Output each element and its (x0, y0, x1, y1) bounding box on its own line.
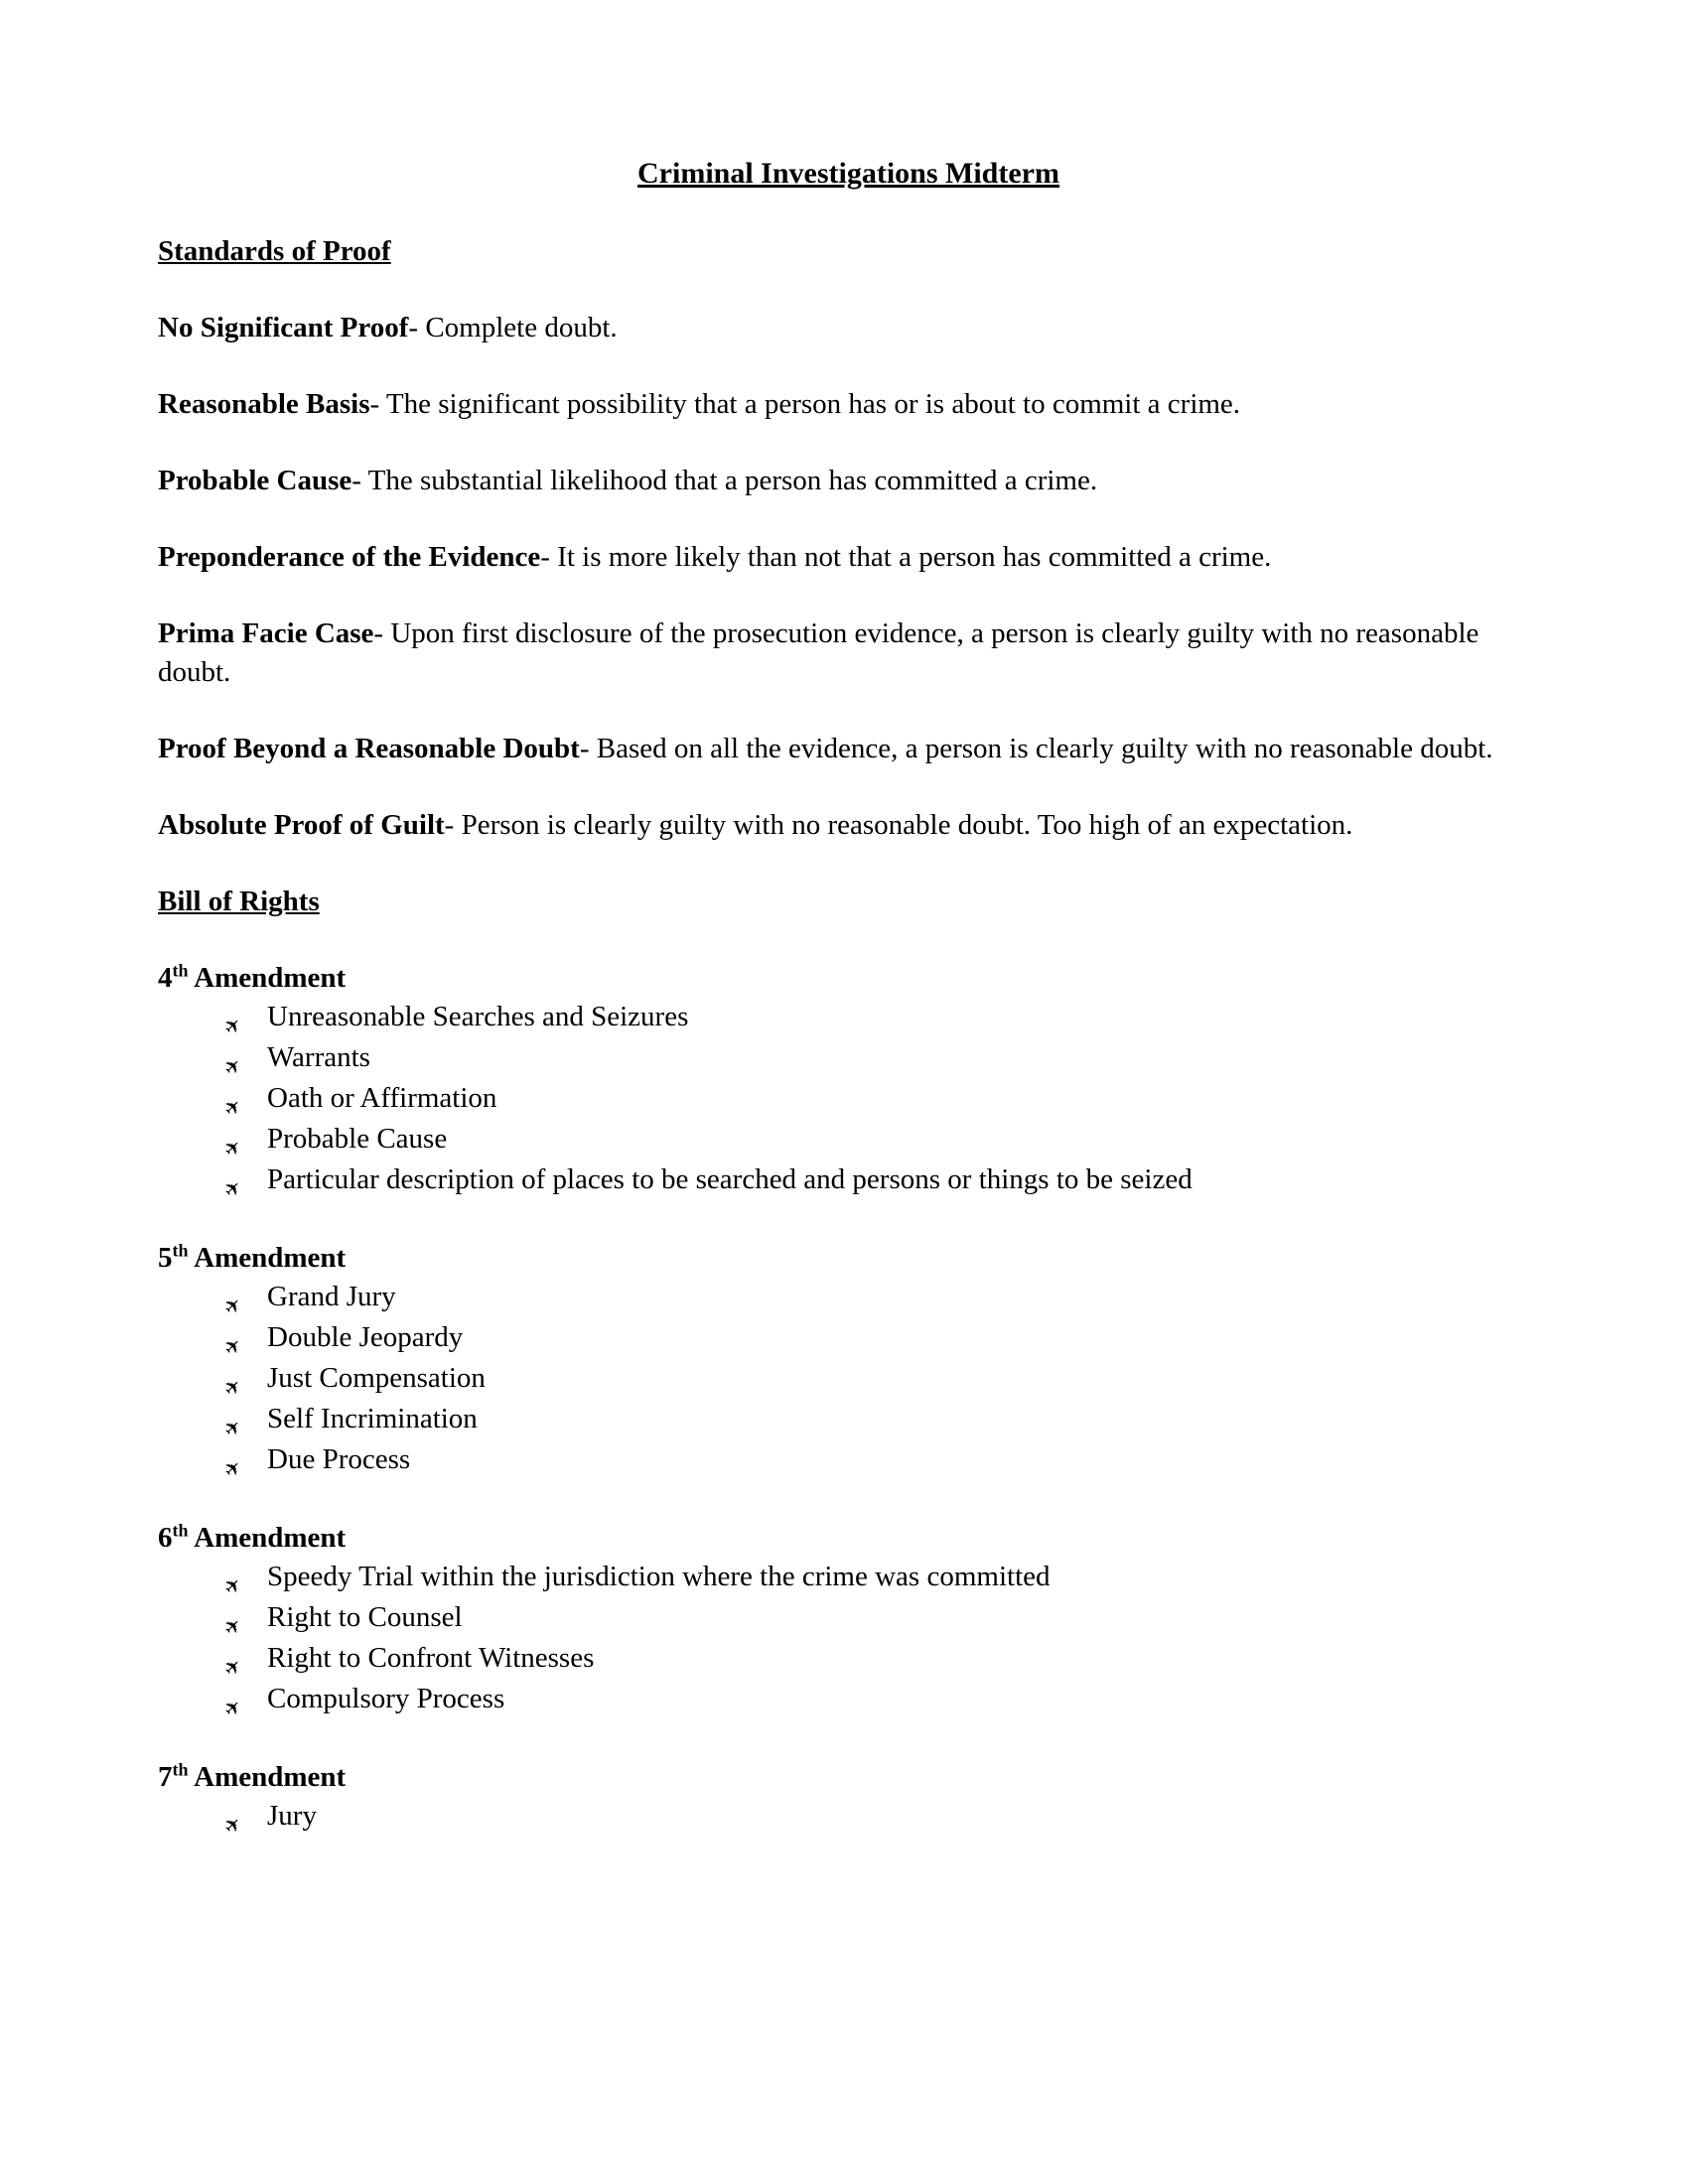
list-item-text: Speedy Trial within the jurisdiction where the crime was committed (267, 1561, 1051, 1592)
amendment-list-5th (158, 1278, 1539, 1481)
list-item-text: Warrants (267, 1041, 370, 1073)
definition-term: No Significant Proof (158, 312, 409, 343)
amendment-number: 6 (158, 1522, 173, 1554)
list-item-text: Compulsory Process (267, 1683, 505, 1714)
definition-text: - The substantial likelihood that a person has committed a crime. (352, 465, 1098, 496)
list-item-text: Probable Cause (267, 1123, 448, 1155)
list-item-text: Grand Jury (267, 1281, 396, 1312)
section-heading-standards-of-proof: Standards of Proof (158, 235, 391, 267)
amendment-list-6th (158, 1558, 1539, 1720)
plane-bullet-icon: ✈ (217, 1173, 247, 1203)
definition-text: - Person is clearly guilty with no reasonable doubt. Too high of an expectation. (444, 809, 1353, 841)
amendment-ordinal: th (172, 1240, 189, 1261)
list-item-text: Unreasonable Searches and Seizures (267, 1001, 689, 1032)
definition-paragraph (158, 309, 1539, 347)
amendment-heading-7th (158, 1758, 1539, 1797)
definition-term: Reasonable Basis (158, 388, 370, 420)
list-item (217, 1598, 1539, 1641)
list-item (217, 1797, 1539, 1840)
plane-bullet-icon: ✈ (217, 1291, 247, 1320)
definition-paragraph (158, 730, 1539, 768)
definition-paragraph (158, 538, 1539, 577)
definition-paragraph (158, 385, 1539, 424)
plane-bullet-icon: ✈ (217, 1611, 247, 1641)
definition-text: - The significant possibility that a person has or is about to commit a crime. (369, 388, 1241, 420)
amendment-label: Amendment (188, 1242, 347, 1274)
amendment-label: Amendment (188, 1522, 347, 1554)
list-item (217, 1440, 1539, 1483)
amendment-heading-5th (158, 1239, 1539, 1278)
definition-text: - Complete doubt. (408, 312, 618, 343)
amendment-list-7th (158, 1797, 1539, 1838)
amendment-number: 4 (158, 962, 173, 994)
list-item-text: Just Compensation (267, 1362, 486, 1394)
plane-bullet-icon: ✈ (217, 1331, 247, 1361)
list-item-text: Self Incrimination (267, 1403, 478, 1434)
plane-bullet-icon: ✈ (217, 1092, 247, 1122)
definition-term: Preponderance of the Evidence (158, 541, 541, 573)
section-heading-bill-of-rights: Bill of Rights (158, 886, 320, 917)
amendment-label: Amendment (188, 1761, 347, 1793)
plane-bullet-icon: ✈ (217, 1652, 247, 1682)
definition-term: Proof Beyond a Reasonable Doubt (158, 733, 580, 764)
list-item (217, 1680, 1539, 1722)
document-title: Criminal Investigations Midterm (637, 157, 1059, 190)
plane-bullet-icon: ✈ (217, 1810, 247, 1840)
plane-bullet-icon: ✈ (217, 1453, 247, 1483)
list-item-text: Particular description of places to be searched and persons or things to be seized (267, 1163, 1193, 1195)
amendment-number: 7 (158, 1761, 173, 1793)
list-item (217, 1278, 1539, 1320)
list-item (217, 1160, 1539, 1203)
definition-paragraph (158, 806, 1539, 845)
list-item (217, 1400, 1539, 1442)
list-item (217, 1359, 1539, 1402)
list-item-text: Right to Counsel (267, 1601, 463, 1633)
list-item-text: Oath or Affirmation (267, 1082, 497, 1114)
plane-bullet-icon: ✈ (217, 1413, 247, 1442)
definition-term: Absolute Proof of Guilt (158, 809, 445, 841)
list-item (217, 1558, 1539, 1600)
list-item (217, 1120, 1539, 1162)
list-item-text: Due Process (267, 1443, 411, 1475)
amendment-heading-6th (158, 1519, 1539, 1558)
list-item-text: Jury (267, 1800, 317, 1832)
list-item (217, 1038, 1539, 1081)
amendment-number: 5 (158, 1242, 173, 1274)
plane-bullet-icon: ✈ (217, 1133, 247, 1162)
amendment-ordinal: th (172, 1520, 189, 1541)
plane-bullet-icon: ✈ (217, 1051, 247, 1081)
definition-term: Probable Cause (158, 465, 352, 496)
plane-bullet-icon: ✈ (217, 1693, 247, 1722)
amendment-heading-4th (158, 959, 1539, 998)
plane-bullet-icon: ✈ (217, 1570, 247, 1600)
amendment-list-4th (158, 998, 1539, 1201)
list-item (217, 998, 1539, 1040)
list-item-text: Right to Confront Witnesses (267, 1642, 595, 1674)
amendment-ordinal: th (172, 960, 189, 981)
plane-bullet-icon: ✈ (217, 1011, 247, 1040)
amendment-ordinal: th (172, 1759, 189, 1780)
plane-bullet-icon: ✈ (217, 1372, 247, 1402)
list-item-text: Double Jeopardy (267, 1321, 464, 1353)
list-item (217, 1639, 1539, 1682)
definition-term: Prima Facie Case (158, 617, 374, 649)
definition-paragraph (158, 462, 1539, 500)
definition-text: - It is more likely than not that a person has committed a crime. (540, 541, 1272, 573)
list-item (217, 1079, 1539, 1122)
definition-text: - Based on all the evidence, a person is clearly guilty with no reasonable doubt. (579, 733, 1493, 764)
amendment-label: Amendment (188, 962, 347, 994)
list-item (217, 1318, 1539, 1361)
definition-paragraph (158, 614, 1539, 692)
definition-text: - Upon first disclosure of the prosecution evidence, a person is clearly guilty with no reasonable doubt. (158, 617, 1479, 688)
